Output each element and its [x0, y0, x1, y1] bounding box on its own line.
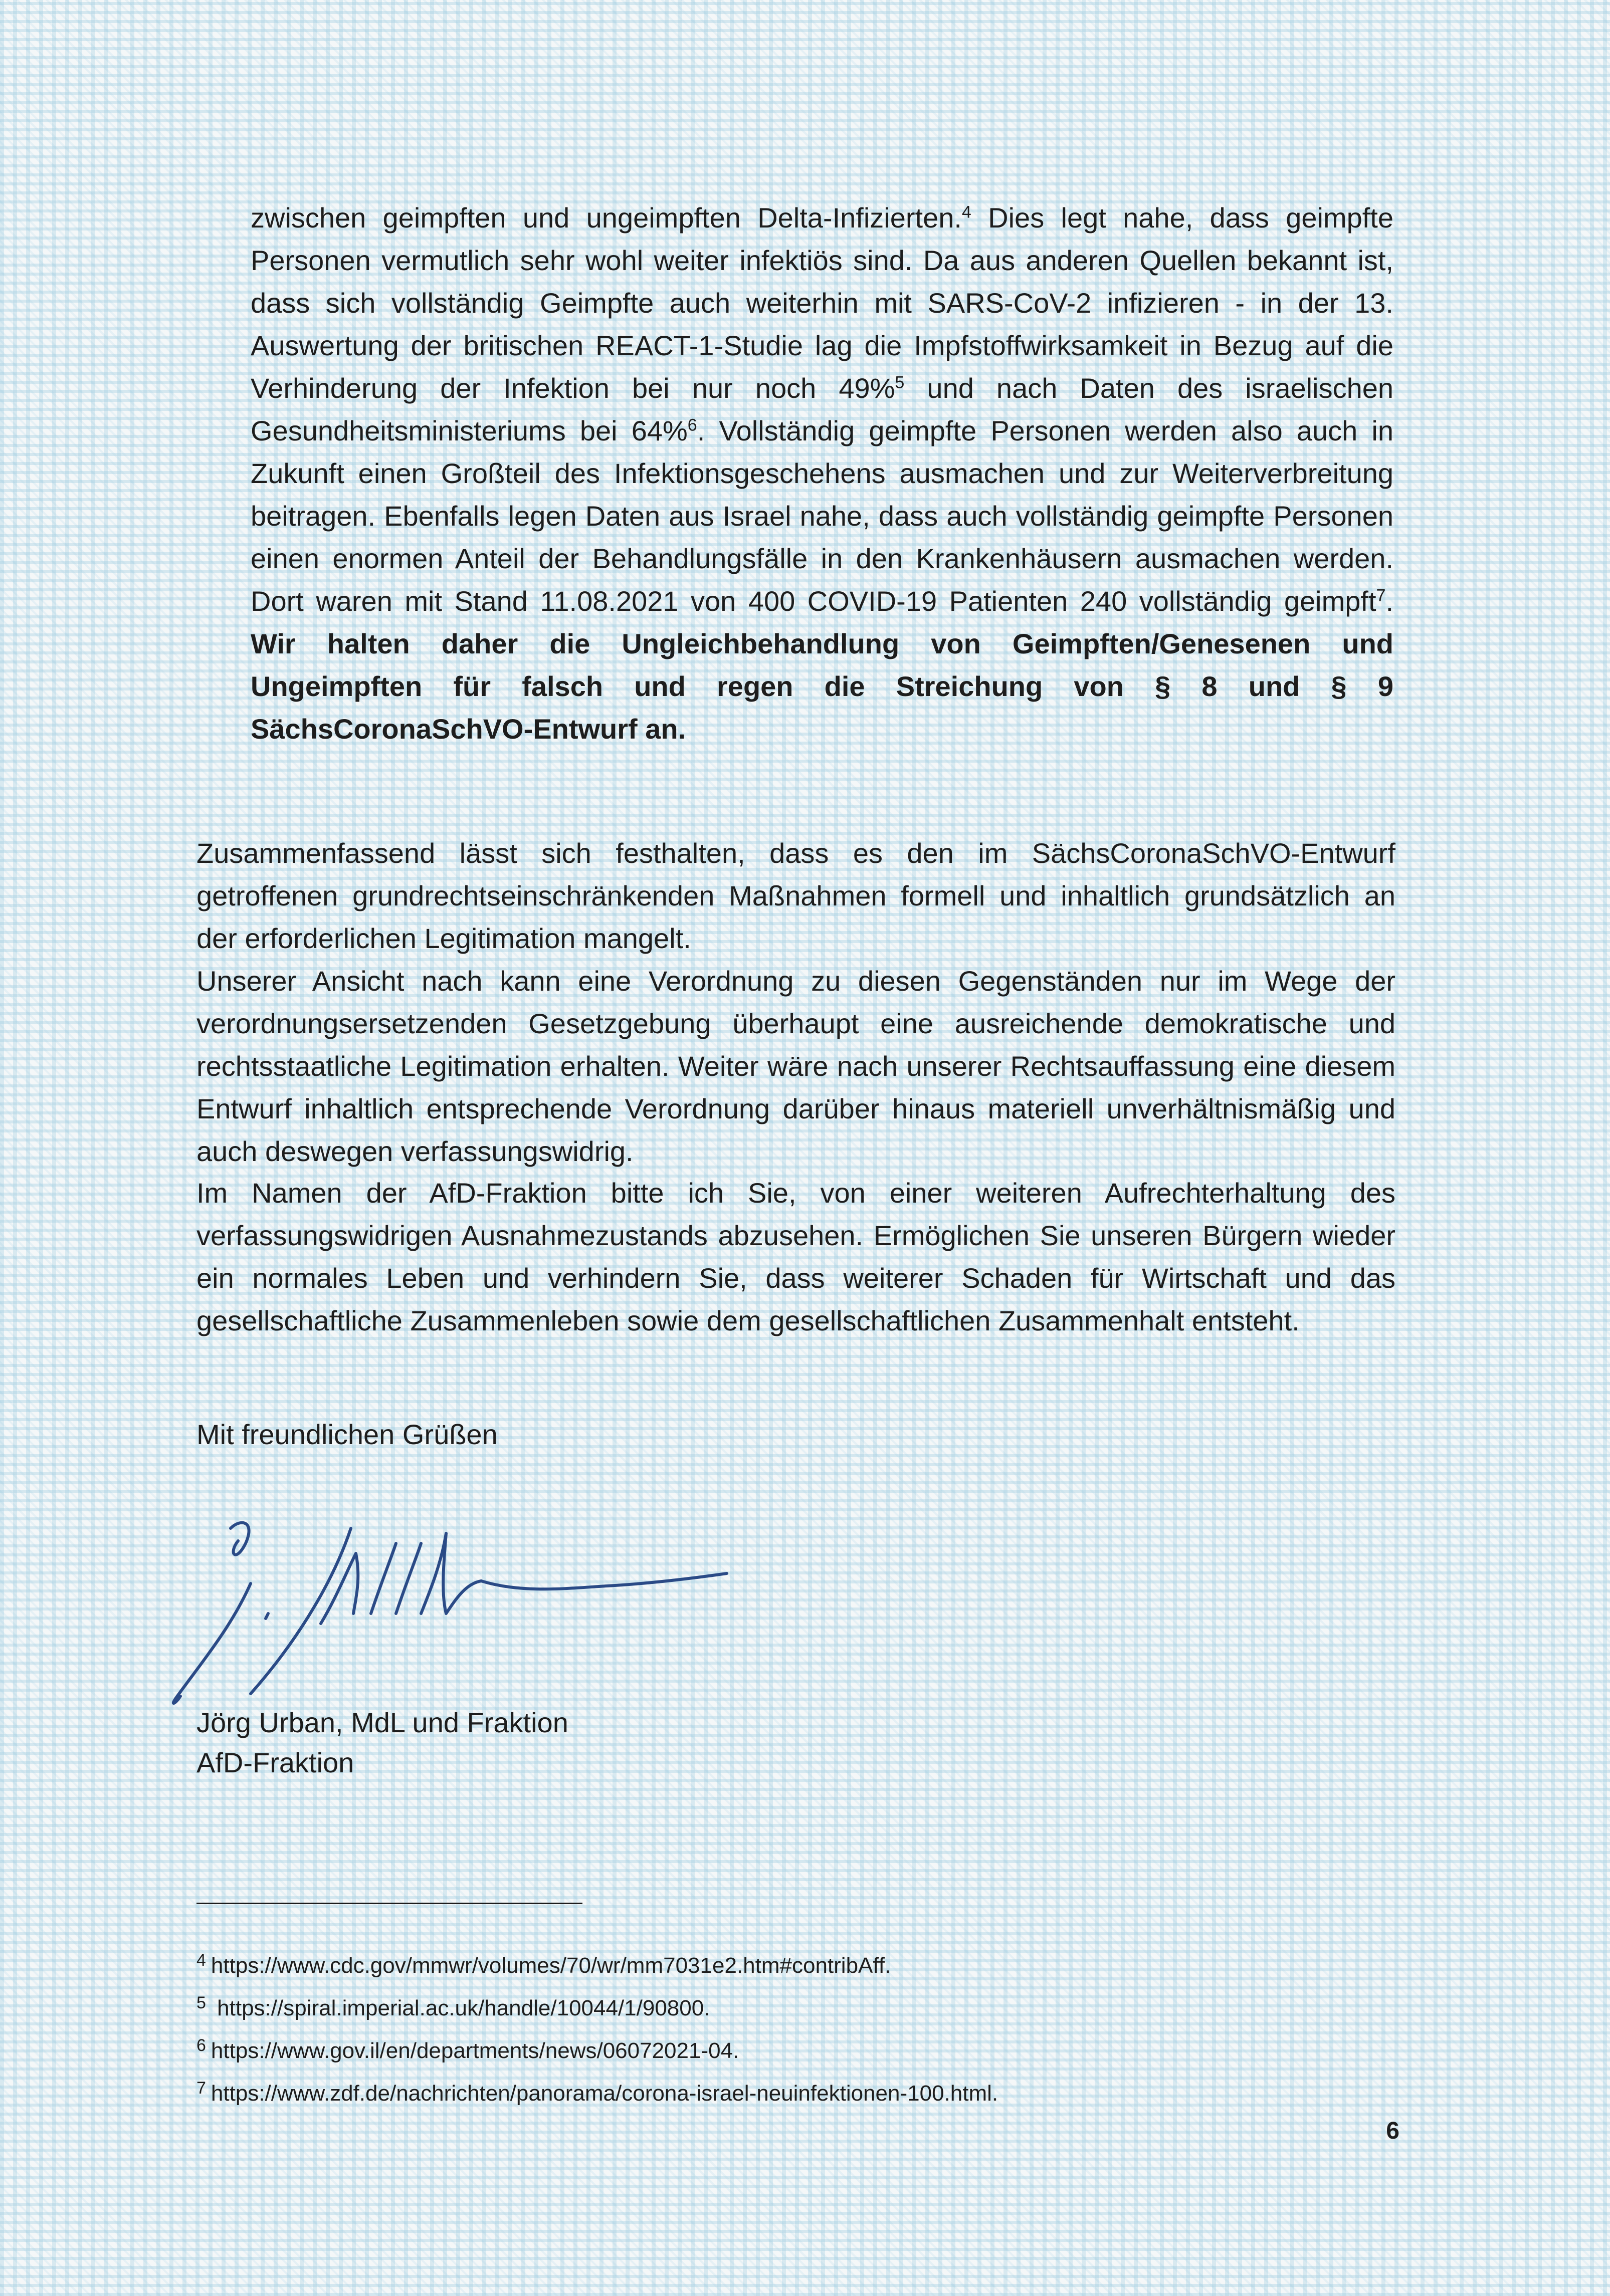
handwritten-signature [140, 1498, 772, 1719]
footnote-5 [196, 1984, 1349, 2027]
footnotes [196, 1942, 1349, 2112]
paragraph-text: und nach Daten des israelischen Gesundheitsministeriums bei 64% [251, 372, 1393, 446]
footnote-6 [196, 2027, 1349, 2070]
paragraph-appeal: Im Namen der AfD-Fraktion bitte ich Sie, von einer weiteren Aufrechterhaltung des verfassungswidrigen Ausnahmezustands abzusehen. Ermöglichen Sie unseren Bürgern wieder ein normales Leben und verhindern Sie, dass weiterer Schaden für Wirtschaft und das gesellschaftliche Zusammenleben sowie dem gesellschaftlichen Zusammenhalt entsteht. [196, 1177, 1395, 1336]
footnote-url: https://www.cdc.gov/mmwr/volumes/70/wr/mm7031e2.htm#contribAff. [211, 1953, 891, 1978]
paragraph-vaccination-effect [251, 196, 1393, 750]
footnote-number: 5 [196, 1993, 206, 2012]
footnote-url: https://spiral.imperial.ac.uk/handle/10044/1/90800. [211, 1996, 710, 2020]
footnote-number: 6 [196, 2036, 206, 2055]
footnote-separator [196, 1903, 582, 1904]
footnote-ref-6: 6 [687, 415, 697, 435]
footnote-ref-4: 4 [961, 202, 971, 222]
footnote-url: https://www.zdf.de/nachrichten/panorama/corona-israel-neuinfektionen-100.html. [211, 2081, 998, 2106]
paragraph-text: Dies legt nahe, dass geimpfte Personen vermutlich sehr wohl weiter infektiös sind. Da aus anderen Quellen bekannt ist, dass sich vollständig Geimpfte auch weiterhin mit SARS-CoV-2 infizieren - in der 13. Auswertung der britischen REACT-1-Studie lag die Impfstoffwirksamkeit in Bezug auf die Verhinderung der Infektion bei nur noch 49% [251, 202, 1393, 404]
paragraph-summary: Zusammenfassend lässt sich festhalten, dass es den im SächsCoronaSchVO-Entwurf getroffenen grundrechtseinschränkenden Maßnahmen formell und inhaltlich grundsätzlich an der erforderlichen Legitimation mangelt. [196, 837, 1395, 954]
footnote-7 [196, 2070, 1349, 2112]
footnote-number: 7 [196, 2079, 206, 2098]
page-number: 6 [1386, 2118, 1399, 2144]
signer-organization: AfD-Fraktion [196, 1747, 354, 1778]
paragraph-legal-opinion: Unserer Ansicht nach kann eine Verordnung zu diesen Gegenständen nur im Wege der verordnungsersetzenden Gesetzgebung überhaupt eine ausreichende demokratische und rechtsstaatliche Legitimation erhalten. Weiter wäre nach unserer Rechtsauffassung eine diesem Entwurf inhaltlich entsprechende Verordnung darüber hinaus materiell unverhältnismäßig und auch deswegen verfassungswidrig. [196, 965, 1395, 1167]
footnote-ref-7: 7 [1376, 586, 1386, 605]
footnote-number: 4 [196, 1951, 206, 1970]
paragraph-text: . Vollständig geimpfte Personen werden also auch in Zukunft einen Großteil des Infektionsgeschehens ausmachen und zur Weiterverbreitung beitragen. Ebenfalls legen Daten aus Israel nahe, dass auch vollständig geimpfte Personen einen enormen Anteil der Behandlungsfälle in den Krankenhäusern ausmachen werden. Dort waren mit Stand 11.08.2021 von 400 COVID-19 Patienten 240 vollständig geimpft [251, 415, 1393, 617]
signer-name: Jörg Urban, MdL und Fraktion [196, 1707, 568, 1738]
closing-salutation: Mit freundlichen Grüßen [196, 1419, 498, 1450]
footnote-url: https://www.gov.il/en/departments/news/06072021-04. [211, 2038, 739, 2063]
paragraph-text: . [1385, 585, 1393, 617]
footnote-4 [196, 1942, 1349, 1984]
bold-request: Wir halten daher die Ungleichbehandlung von Geimpften/Genesenen und Ungeimpften für falsch und regen die Streichung von § 8 und § 9 SächsCoronaSchVO-Entwurf an. [251, 628, 1393, 745]
footnote-ref-5: 5 [895, 373, 905, 392]
paragraph-text: zwischen geimpften und ungeimpften Delta-Infizierten. [251, 202, 962, 234]
